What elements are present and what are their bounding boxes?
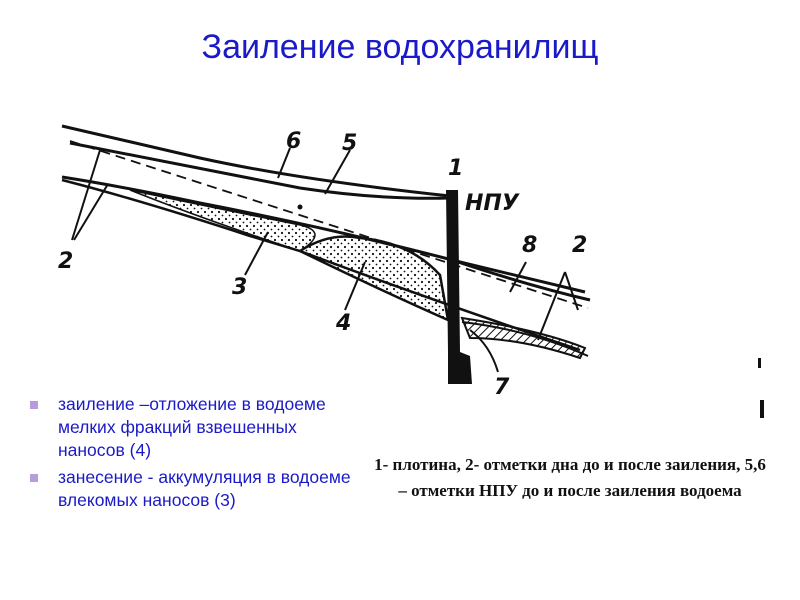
label-7: 7 xyxy=(494,375,510,400)
bullet-item-sedimentation: занесение - аккумуляция в водоеме влекомых наносов (3) xyxy=(30,466,360,512)
dashed-level-line-8 xyxy=(70,141,588,308)
label-4: 4 xyxy=(336,311,352,336)
label-npu: НПУ xyxy=(465,191,519,216)
label-2-right: 2 xyxy=(572,233,588,258)
label-2-left: 2 xyxy=(58,249,74,274)
bullet-list xyxy=(30,393,360,516)
page-title: Заиление водохранилищ xyxy=(201,28,599,66)
label-3: 3 xyxy=(232,275,248,300)
label-1: 1 xyxy=(448,156,464,181)
diagram-caption: 1- плотина, 2- отметки дна до и после заиления, 5,6 – отметки НПУ до и после заиления водоема xyxy=(374,455,766,500)
pointer-left-2a xyxy=(72,150,100,240)
label-6: 6 xyxy=(286,129,302,154)
edge-mark-2 xyxy=(760,400,764,418)
label-5: 5 xyxy=(342,131,358,156)
label-8: 8 xyxy=(522,233,538,258)
point-marker xyxy=(298,205,303,210)
pointer-5 xyxy=(325,150,350,194)
bullet-item-siltation: заиление –отложение в водоеме мелких фракций взвешенных наносов (4) xyxy=(30,393,360,462)
edge-mark-1 xyxy=(758,358,761,368)
pointer-left-2b xyxy=(74,184,108,240)
deposit-suspended-4 xyxy=(300,237,448,320)
dam-body xyxy=(446,190,472,384)
